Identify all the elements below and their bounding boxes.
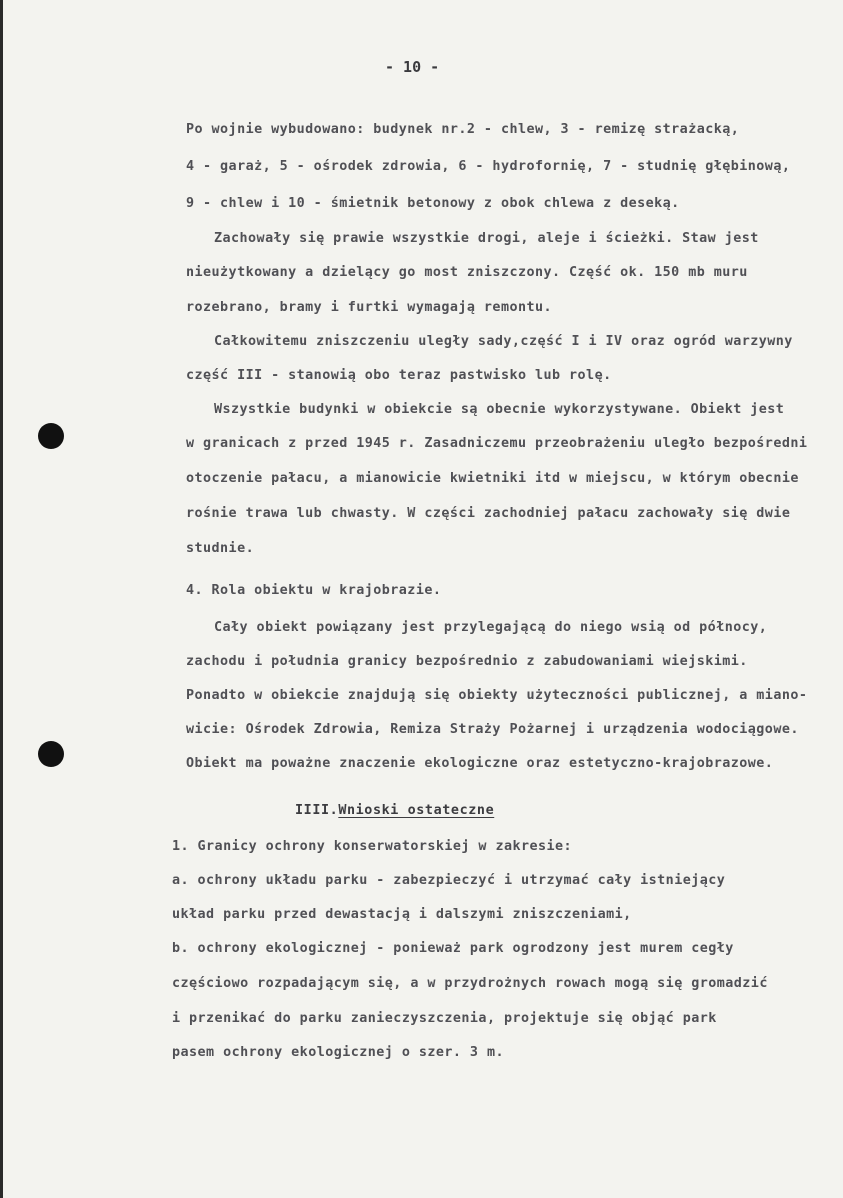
scan-edge	[0, 0, 3, 1198]
text-line: otoczenie pałacu, a mianowicie kwietniki itd w miejscu, w którym obecnie	[186, 471, 799, 486]
text-line: Ponadto w obiekcie znajdują się obiekty użyteczności publicznej, a miano-	[186, 688, 808, 703]
text-line: 1. Granicy ochrony konserwatorskiej w zakresie:	[172, 839, 573, 854]
text-line: pasem ochrony ekologicznej o szer. 3 m.	[172, 1045, 504, 1060]
text-line: 9 - chlew i 10 - śmietnik betonowy z obok chlewa z deseką.	[186, 196, 680, 211]
text-line: studnie.	[186, 541, 255, 556]
punch-hole-top	[38, 423, 64, 449]
text-line: Zachowały się prawie wszystkie drogi, aleje i ścieżki. Staw jest	[214, 231, 759, 246]
text-line: Wszystkie budynki w obiekcie są obecnie wykorzystywane. Obiekt jest	[214, 402, 785, 417]
section-title: Wnioski ostateczne	[338, 803, 495, 818]
text-line: Cały obiekt powiązany jest przylegającą do niego wsią od północy,	[214, 620, 768, 635]
text-line: Całkowitemu zniszczeniu uległy sady,część I i IV oraz ogród warzywny	[214, 334, 793, 349]
text-line: część III - stanowią obo teraz pastwisko lub rolę.	[186, 368, 612, 383]
text-line: nieużytkowany a dzielący go most zniszczony. Część ok. 150 mb muru	[186, 265, 748, 280]
text-line: częściowo rozpadającym się, a w przydrożnych rowach mogą się gromadzić	[172, 976, 768, 991]
text-line: wicie: Ośrodek Zdrowia, Remiza Straży Pożarnej i urządzenia wodociągowe.	[186, 722, 799, 737]
text-line: rozebrano, bramy i furtki wymagają remontu.	[186, 300, 553, 315]
page-number: - 10 -	[385, 58, 440, 76]
text-line: b. ochrony ekologicznej - ponieważ park ogrodzony jest murem cegły	[172, 941, 734, 956]
section-number: IIII.	[295, 803, 339, 818]
text-line: Po wojnie wybudowano: budynek nr.2 - chlew, 3 - remizę strażacką,	[186, 122, 740, 137]
text-line: i przenikać do parku zanieczyszczenia, projektuje się objąć park	[172, 1011, 717, 1026]
text-line: 4 - garaż, 5 - ośrodek zdrowia, 6 - hydrofornię, 7 - studnię głębinową,	[186, 159, 791, 174]
text-line: a. ochrony układu parku - zabezpieczyć i utrzymać cały istniejący	[172, 873, 726, 888]
text-line: układ parku przed dewastacją i dalszymi zniszczeniami,	[172, 907, 632, 922]
text-line: w granicach z przed 1945 r. Zasadniczemu przeobrażeniu uległo bezpośredni	[186, 436, 808, 451]
text-line: zachodu i południa granicy bezpośrednio z zabudowaniami wiejskimi.	[186, 654, 748, 669]
punch-hole-bottom	[38, 741, 64, 767]
subsection-heading: 4. Rola obiektu w krajobrazie.	[186, 583, 442, 598]
section-heading	[295, 803, 494, 818]
text-line: rośnie trawa lub chwasty. W części zachodniej pałacu zachowały się dwie	[186, 506, 791, 521]
text-line: Obiekt ma poważne znaczenie ekologiczne oraz estetyczno-krajobrazowe.	[186, 756, 774, 771]
